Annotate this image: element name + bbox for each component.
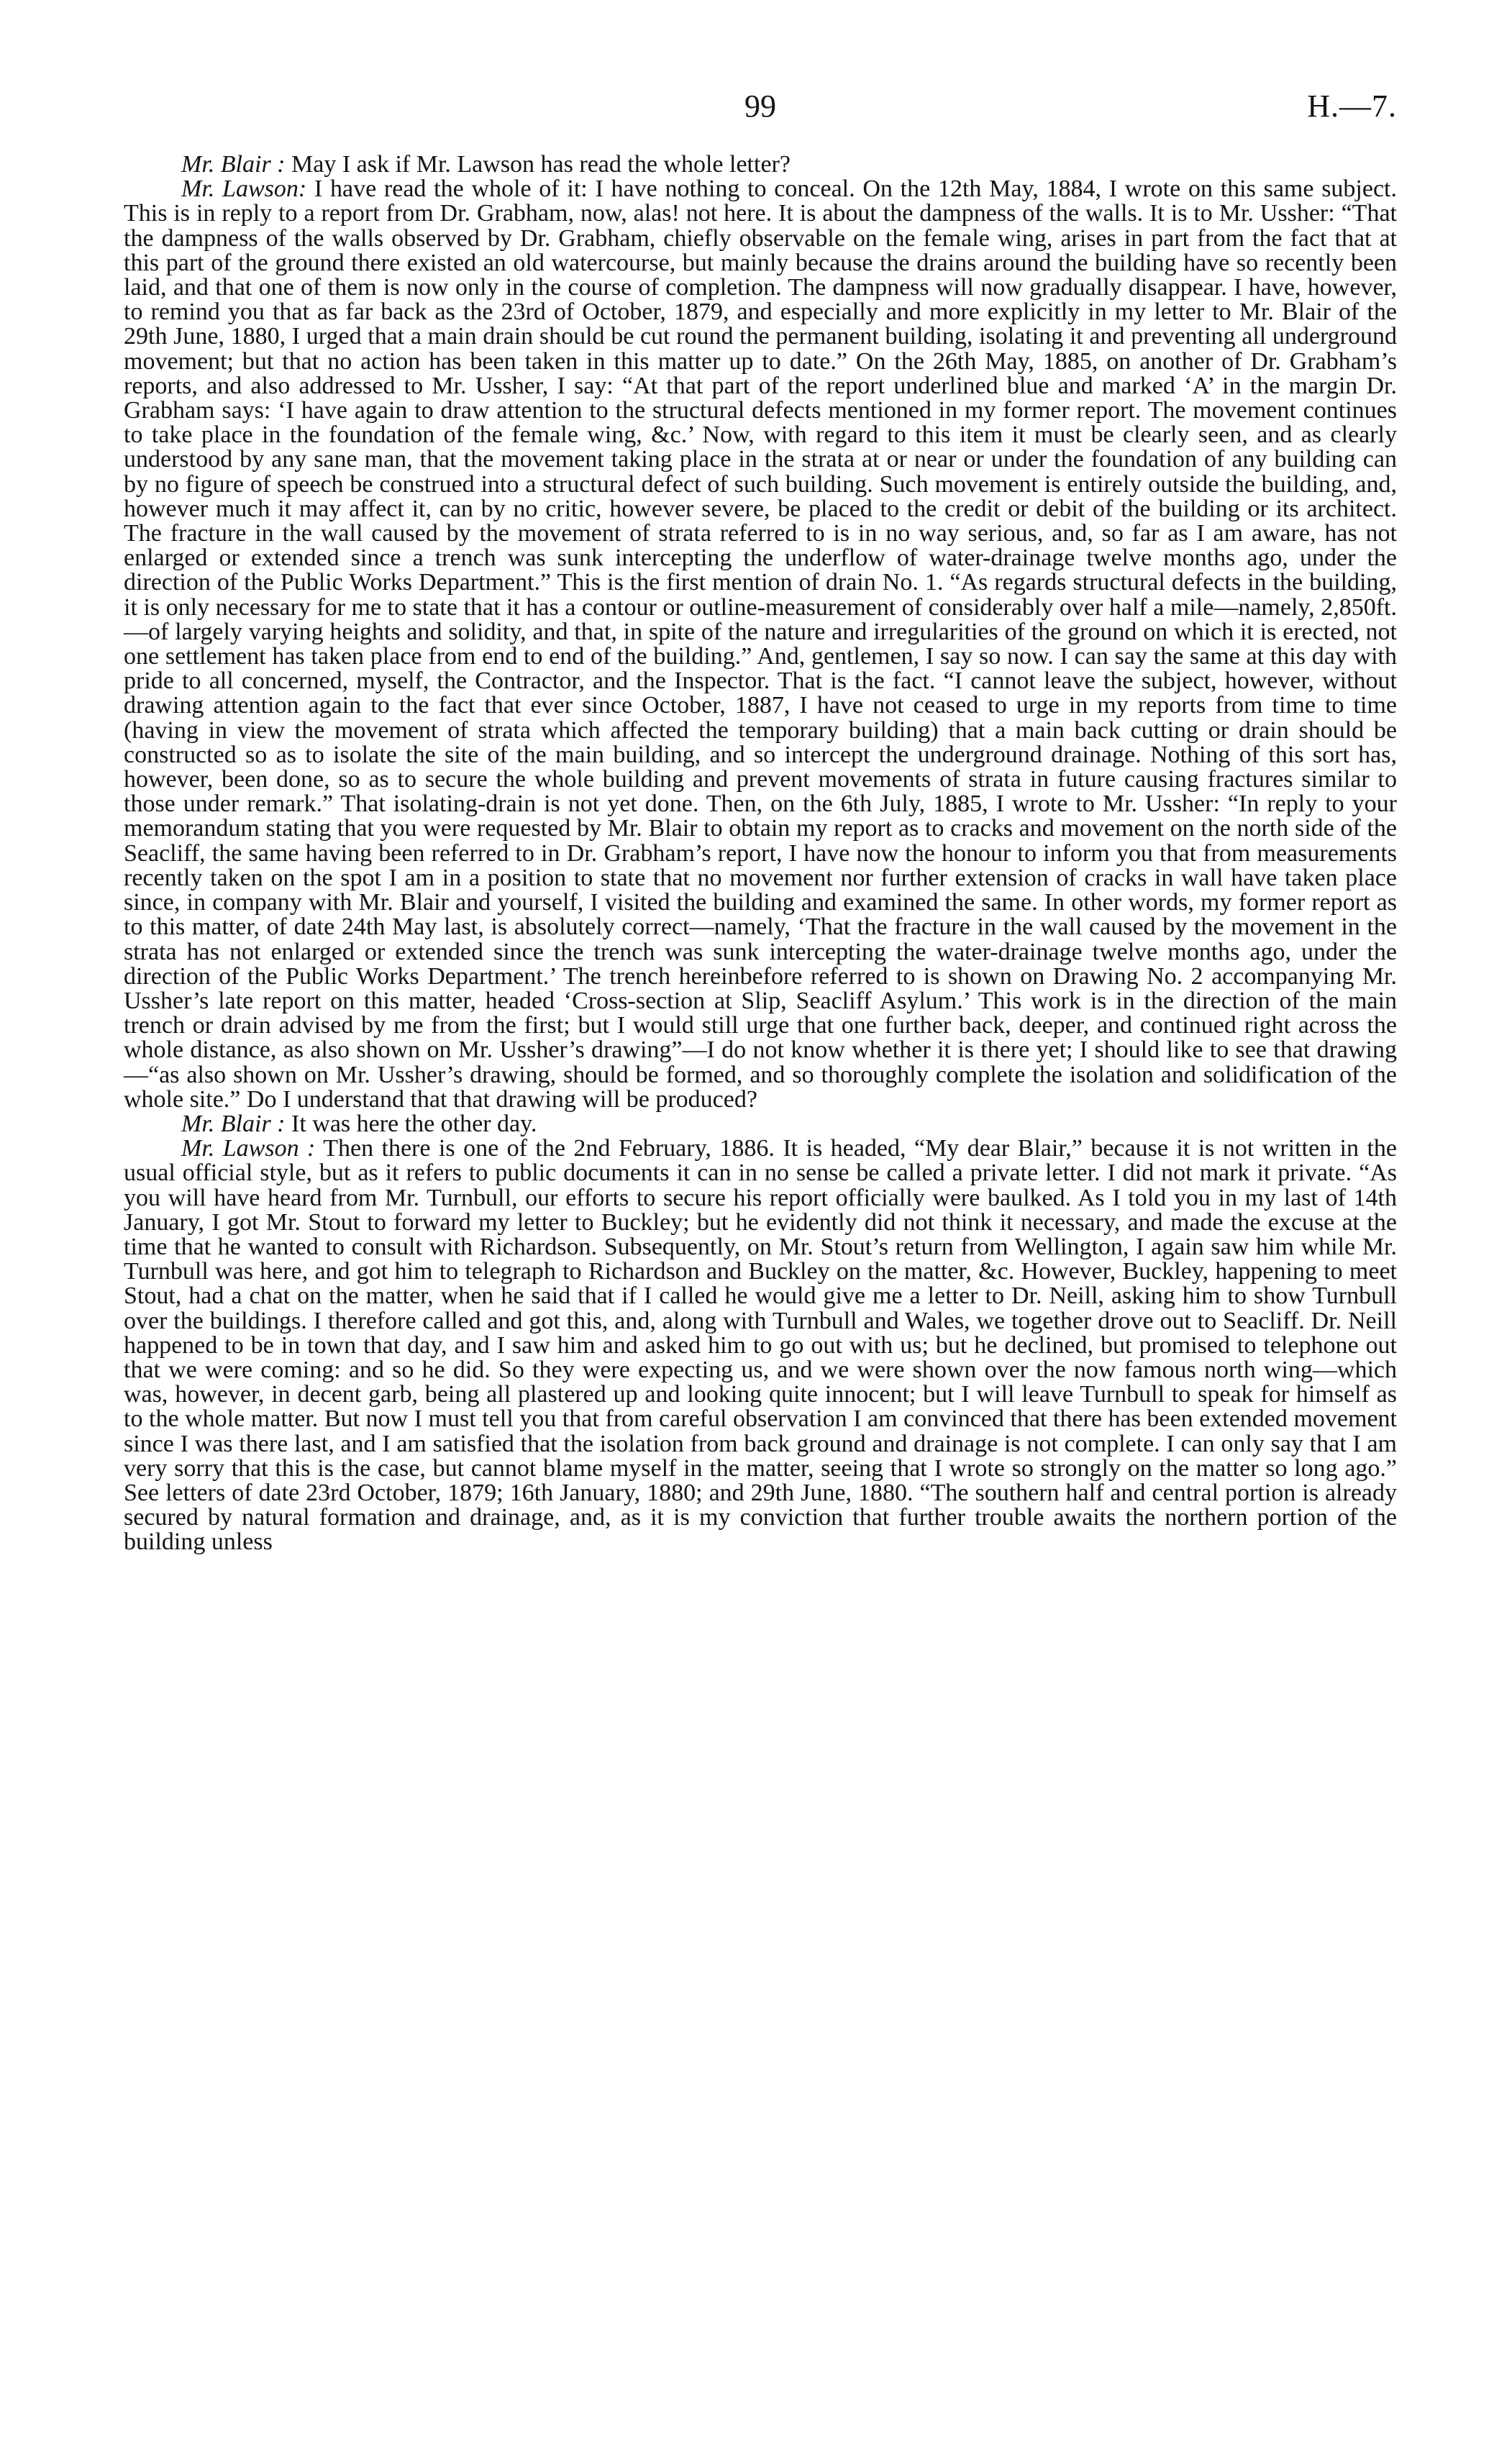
- paragraph-text: I have read the whole of it: I have nothing to conceal. On the 12th May, 1884, I wrote on this same subject. This is in reply to a report from Dr. Grabham, now, alas! not here. It is about the dampness of the walls. It is to Mr. Ussher: “That the dampness of the walls observed by Dr. Grabham, chiefly observable on the female wing, arises in part from the fact that at this part of the ground there existed an old watercourse, but mainly because the drains around the building have so recently been laid, and that one of them is now only in the course of completion. The dampness will now gradually disappear. I have, however, to remind you that as far back as the 23rd of October, 1879, and especially and more explicitly in my letter to Mr. Blair of the 29th June, 1880, I urged that a main drain should be cut round the permanent building, isolating it and preventing all underground movement; but that no action has been taken in this matter up to date.” On the 26th May, 1885, on another of Dr. Grabham’s reports, and also addressed to Mr. Ussher, I say: “At that part of the report underlined blue and marked ‘A’ in the margin Dr. Grabham says: ‘I have again to draw attention to the structural defects mentioned in my former report. The movement continues to take place in the foundation of the female wing, &c.’ Now, with regard to this item it must be clearly seen, and as clearly understood by any sane man, that the movement taking place in the strata at or near or under the foundation of any building can by no figure of speech be construed into a structural defect of such building. Such movement is entirely outside the building, and, however much it may affect it, can by no critic, however severe, be placed to the credit or debit of the building or its architect. The fracture in the wall caused by the movement of strata referred to is in no way serious, and, so far as I am aware, has not enlarged or extended since a trench was sunk intercepting the underflow of water-drainage twelve months ago, under the direction of the Public Works Department.” This is the first mention of drain No. 1. “As regards structural defects in the building, it is only necessary for me to state that it has a contour or outline-measurement of considerably over half a mile—namely, 2,850ft.—of largely varying heights and solidity, and that, in spite of the nature and irregularities of the ground on which it is erected, not one settlement has taken place from end to end of the building.” And, gentlemen, I say so now. I can say the same at this day with pride to all concerned, myself, the Contractor, and the Inspector. That is the fact. “I cannot leave the subject, however, without drawing attention again to the fact that ever since October, 1887, I have not ceased to urge in my reports from time to time (having in view the movement of strata which affected the temporary building) that a main back cutting or drain should be constructed so as to isolate the site of the main building, and so intercept the underground drainage. Nothing of this sort has, however, been done, so as to secure the whole building and prevent movements of strata in future causing fractures similar to those under remark.” That isolating-drain is not yet done. Then, on the 6th July, 1885, I wrote to Mr. Ussher: “In reply to your memorandum stating that you were requested by Mr. Blair to obtain my report as to cracks and movement on the north side of the Seacliff, the same having been referred to in Dr. Grabham’s report, I have now the honour to inform you that from measurements recently taken on the spot I am in a position to state that no movement nor further extension of cracks in wall have taken place since, in company with Mr. Blair and yourself, I visited the building and examined the same. In other words, my former report as to this matter, of date 24th May last, is absolutely correct—namely, ‘That the fracture in the wall caused by the movement in the strata has not enlarged or extended since the trench was sunk intercepting the water-drainage twelve months ago, under the direction of the Public Works Department.’ The trench hereinbefore referred to is shown on Drawing No. 2 accompanying Mr. Ussher’s late report on this matter, headed ‘Cross-section at Slip, Seacliff Asylum.’ This work is in the direction of the main trench or drain advised by me from the first; but I would still urge that one further back, deeper, and continued right across the whole distance, as also shown on Mr. Ussher’s drawing”—I do not know whether it is there yet; I should like to see that drawing—“as also shown on Mr. Ussher’s drawing, should be formed, and so thoroughly complete the isolation and solidification of the whole site.” Do I understand that that drawing will be produced?: [124, 176, 1398, 1113]
- paragraph-blair-question: [124, 152, 1397, 177]
- evidence-text: [124, 152, 1397, 1555]
- paragraph-text: May I ask if Mr. Lawson has read the whole letter?: [285, 151, 791, 178]
- paragraph-lawson-february-letter: [124, 1136, 1397, 1554]
- paragraph-lawson-letters: [124, 177, 1397, 1112]
- speaker-name: Mr. Blair :: [181, 1110, 286, 1137]
- paragraph-text: It was here the other day.: [285, 1110, 537, 1137]
- speaker-name: Mr. Lawson :: [181, 1135, 316, 1162]
- document-reference: H.—7.: [1307, 88, 1397, 124]
- page-header: [124, 86, 1397, 127]
- speaker-name: Mr. Lawson:: [181, 176, 307, 203]
- paragraph-blair-reply: [124, 1112, 1397, 1136]
- speaker-name: Mr. Blair :: [181, 151, 286, 178]
- page-number: 99: [744, 88, 776, 124]
- paragraph-text: Then there is one of the 2nd February, 1886. It is headed, “My dear Blair,” because it is not written in the usual official style, but as it refers to public documents it can in no sense be called a private letter. I did not mark it private. “As you will have heard from Mr. Turnbull, our efforts to secure his report officially were baulked. As I told you in my last of 14th January, I got Mr. Stout to forward my letter to Buckley; but he evidently did not think it necessary, and made the excuse at the time that he wanted to consult with Richardson. Subsequently, on Mr. Stout’s return from Wellington, I again saw him while Mr. Turnbull was here, and got him to telegraph to Richardson and Buckley on the matter, &c. However, Buckley, happening to meet Stout, had a chat on the matter, when he said that if I called he would give me a letter to Dr. Neill, asking him to show Turnbull over the buildings. I therefore called and got this, and, along with Turnbull and Wales, we together drove out to Seacliff. Dr. Neill happened to be in town that day, and I saw him and asked him to go out with us; but he declined, but promised to telephone out that we were coming: and so he did. So they were expecting us, and we were shown over the now famous north wing—which was, however, in decent garb, being all plastered up and looking quite innocent; but I will leave Turnbull to speak for himself as to the whole matter. But now I must tell you that from careful observation I am convinced that there has been extended movement since I was there last, and I am satisfied that the isolation from back ground and drainage is not complete. I can only say that I am very sorry that this is the case, but cannot blame myself in the matter, seeing that I wrote so strongly on the matter so long ago.” See letters of date 23rd October, 1879; 16th January, 1880; and 29th June, 1880. “The southern half and central portion is already secured by natural formation and drainage, and, as it is my conviction that further trouble awaits the northern portion of the building unless: [124, 1135, 1397, 1556]
